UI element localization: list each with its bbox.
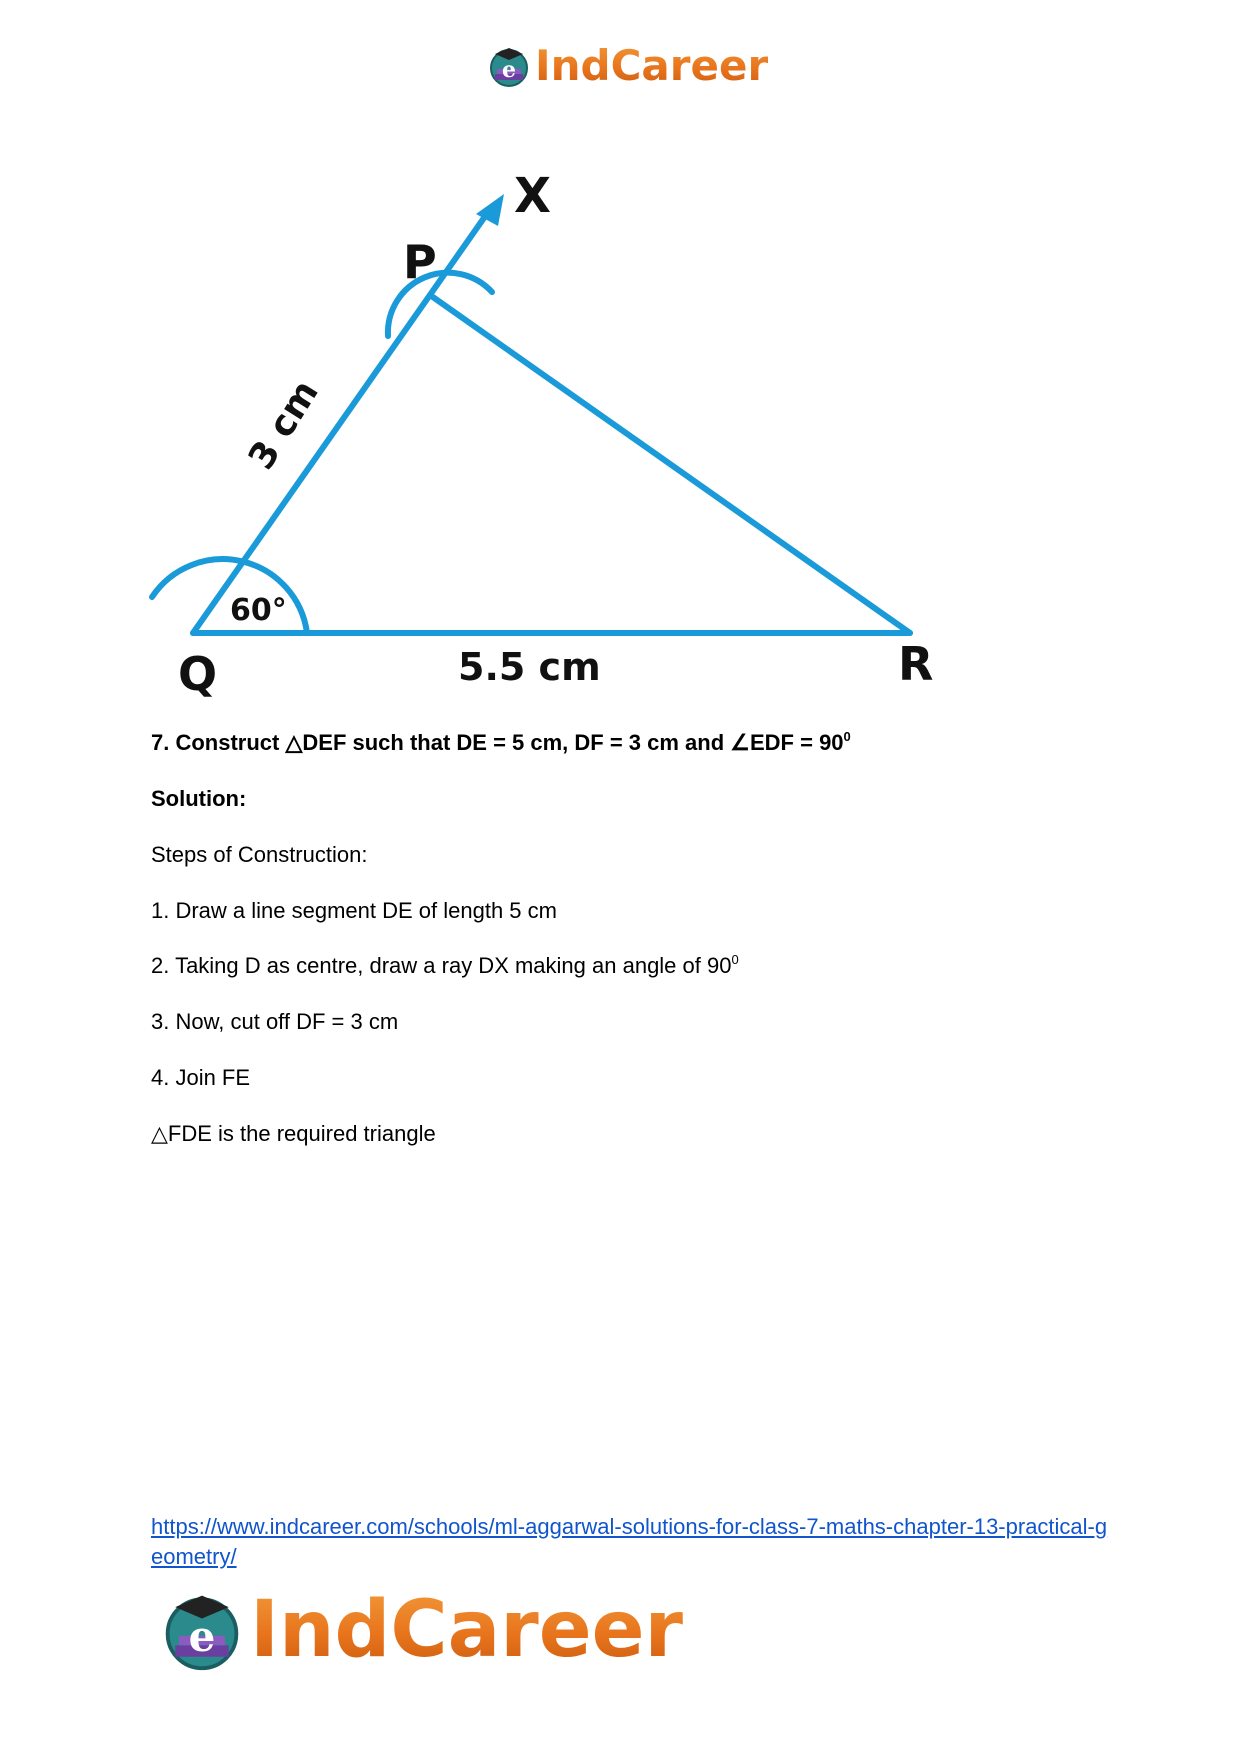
footer-logo	[160, 1585, 683, 1675]
label-q: Q	[178, 647, 218, 700]
ray-qx	[193, 215, 486, 633]
logo-wordmark: IndCareer	[535, 41, 769, 90]
step-4: 4. Join FE	[151, 1065, 251, 1090]
side-pr	[430, 295, 910, 633]
conclusion: △FDE is the required triangle	[151, 1121, 436, 1146]
label-r: R	[898, 637, 934, 691]
label-angle-q: 60°	[230, 593, 287, 628]
steps-heading: Steps of Construction:	[151, 842, 368, 867]
solution-label: Solution:	[151, 786, 247, 811]
step-3: 3. Now, cut off DF = 3 cm	[151, 1009, 399, 1034]
label-x: X	[514, 168, 552, 224]
label-side-pq: 3 cm	[240, 373, 327, 477]
source-link[interactable]: https://www.indcareer.com/schools/ml-aggarwal-solutions-for-class-7-maths-chapter-13-practical-geometry/	[151, 1514, 1108, 1569]
logo-globe-icon	[160, 1588, 244, 1672]
step-1: 1. Draw a line segment DE of length 5 cm	[151, 898, 557, 923]
header-logo	[487, 40, 768, 92]
step-2: 2. Taking D as centre, draw a ray DX making an angle of $90^0$	[151, 952, 739, 978]
svg-text:e: e	[188, 1612, 216, 1661]
label-p: P	[403, 235, 437, 289]
logo-globe-icon	[487, 44, 531, 88]
logo-wordmark: IndCareer	[250, 1585, 683, 1675]
triangle-diagram	[140, 160, 980, 700]
svg-text:e: e	[502, 57, 516, 83]
label-side-qr: 5.5 cm	[458, 645, 601, 689]
question-heading: 7. Construct △DEF such that DE = 5 cm, DF = 3 cm and ∠EDF = $90^0$	[151, 729, 851, 755]
